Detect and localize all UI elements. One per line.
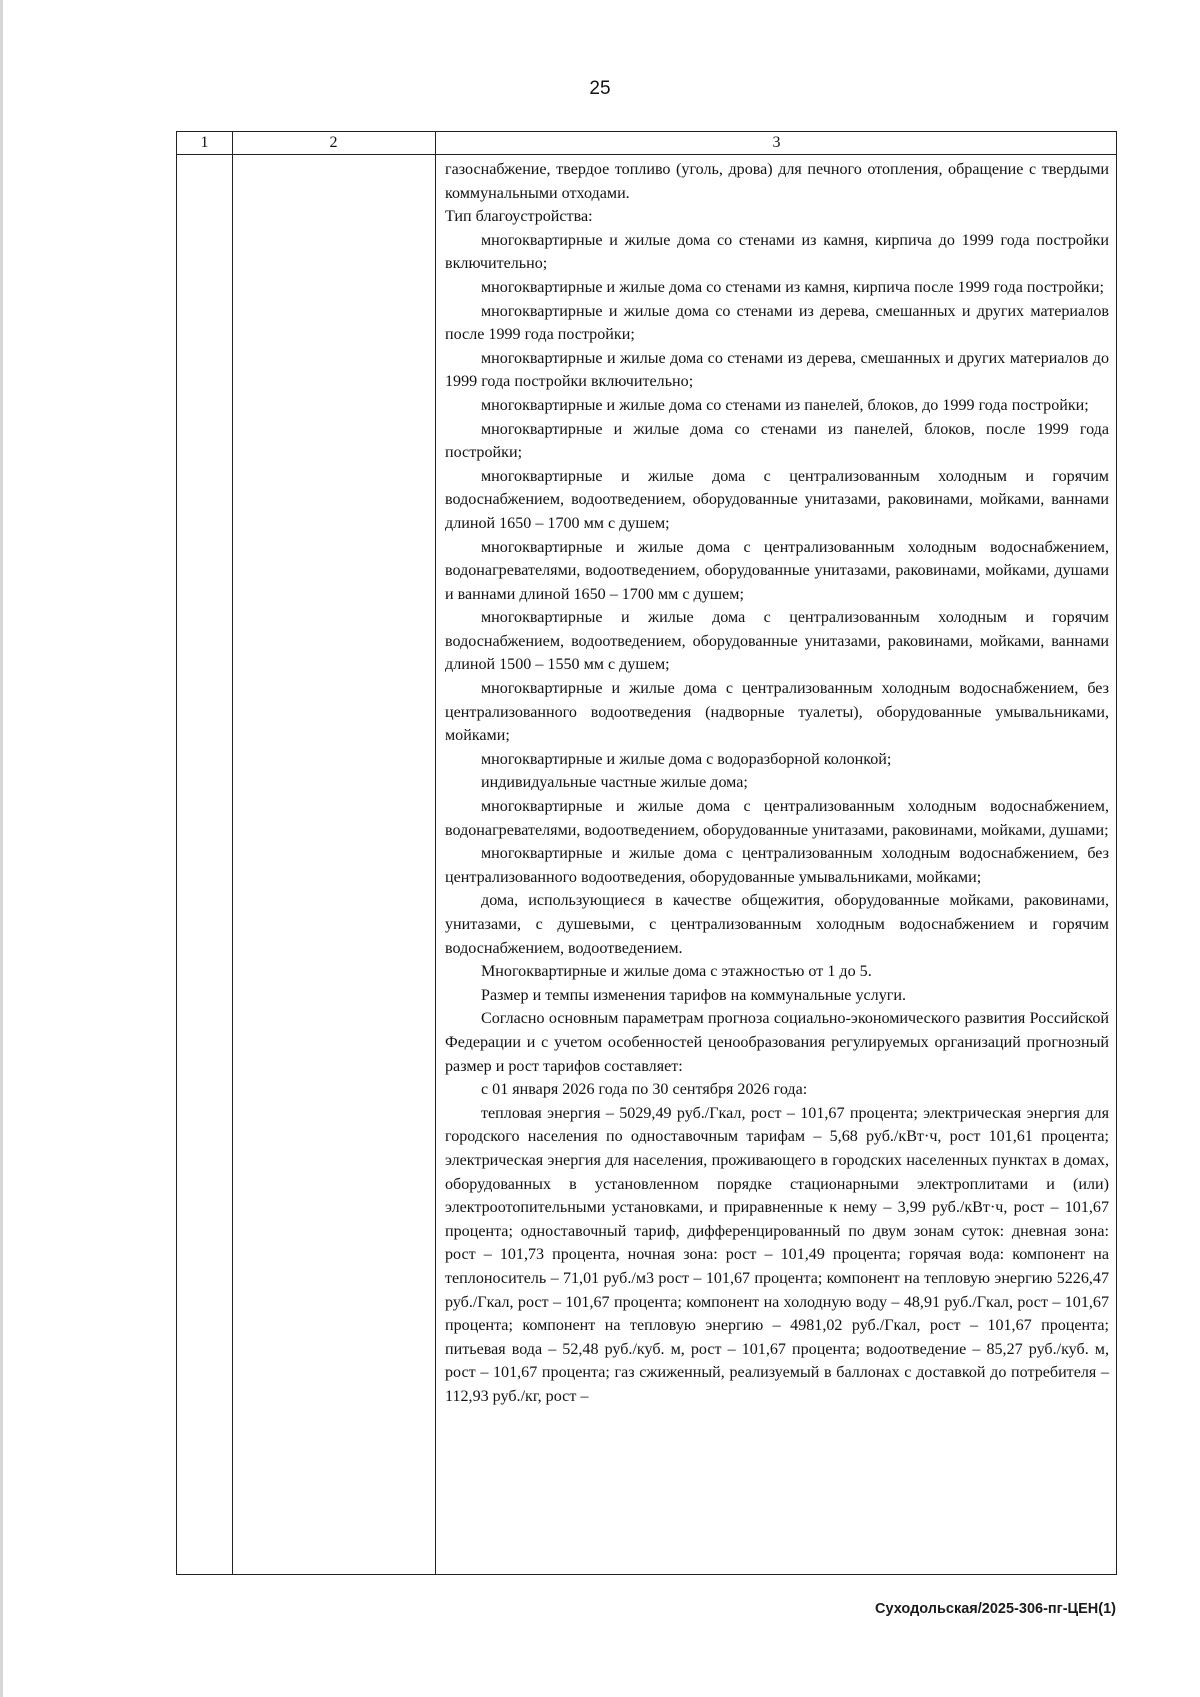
header-col-3: 3: [772, 134, 781, 151]
paragraph: с 01 января 2026 года по 30 сентября 2026 года:: [481, 1081, 808, 1099]
paragraph: многоквартирные и жилые дома с централизованным холодным водоснабжением, без централизованного водоотведения (надворные туалеты), оборудованные умывальниками, мойками;: [445, 680, 1109, 745]
paragraph: многоквартирные и жилые дома со стенами из камня, кирпича после 1999 года постройки;: [481, 278, 1104, 296]
paragraph: многоквартирные и жилые дома с централизованным холодным водоснабжением, водонагревателями, водоотведением, оборудованные унитазами, раковинами, мойками, душами и ваннами длиной 1650 – 1700 мм с душем;: [445, 538, 1109, 603]
document-code: Суходольская/2025-306-пг-ЦЕН(1): [875, 1601, 1116, 1617]
paragraph: многоквартирные и жилые дома со стенами из панелей, блоков, после 1999 года постройки;: [445, 420, 1109, 462]
document-table: [176, 131, 1117, 1575]
column-divider-1: [232, 132, 233, 1574]
paragraph: дома, использующиеся в качестве общежития, оборудованные мойками, раковинами, унитазами, с душевыми, с централизованным холодным водоснабжением и горячим водоснабжением, водоотведением.: [445, 892, 1109, 957]
paragraph: тепловая энергия – 5029,49 руб./Гкал, рост – 101,67 процента; электрическая энергия для городского населения по одноставочным тарифам – 5,68 руб./кВт·ч, рост 101,61 процента; электрическая энергия для населения, проживающего в городских населенных пунктах в домах, оборудованных в установленном порядке стационарными электроплитами и (или) электроотопительными установками, и приравненные к нему – 3,99 руб./кВт·ч, рост – 101,67 процента; одноставочный тариф, дифференцированный по двум зонам суток: дневная зона: рост – 101,73 процента, ночная зона: рост – 101,49 процента; горячая вода: компонент на теплоноситель – 71,01 руб./м3 рост – 101,67 процента; компонент на тепловую энергию 5226,47 руб./Гкал, рост – 101,67 процента; компонент на холодную воду – 48,91 руб./Гкал, рост – 101,67 процента; компонент на тепловую энергию – 4981,02 руб./Гкал, рост – 101,67 процента; питьевая вода – 52,48 руб./куб. м, рост – 101,67 процента; водоотведение – 85,27 руб./куб. м, рост – 101,67 процента; газ сжиженный, реализуемый в баллонах с доставкой до потребителя – 112,93 руб./кг, рост –: [445, 1104, 1109, 1405]
scan-edge: [0, 0, 3, 1697]
paragraph: Многоквартирные и жилые дома с этажностью от 1 до 5.: [481, 963, 872, 981]
paragraph: многоквартирные и жилые дома со стенами из панелей, блоков, до 1999 года постройки;: [481, 396, 1089, 414]
paragraph: газоснабжение, твердое топливо (уголь, дрова) для печного отопления, обращение с твердыми коммунальными отходами.: [445, 161, 1109, 202]
table-header-row: [177, 132, 1116, 155]
header-col-2: 2: [329, 134, 338, 151]
page-number: 25: [589, 78, 611, 99]
paragraph: многоквартирные и жилые дома с централизованным холодным и горячим водоснабжением, водоотведением, оборудованные унитазами, раковинами, мойками, ваннами длиной 1500 – 1550 мм с душем;: [445, 609, 1109, 674]
paragraph: многоквартирные и жилые дома со стенами из дерева, смешанных и других материалов до 1999 года постройки включительно;: [445, 349, 1109, 391]
paragraph: индивидуальные частные жилые дома;: [481, 774, 748, 792]
paragraph: многоквартирные и жилые дома с централизованным холодным водоснабжением, без централизованного водоотведения, оборудованные умывальниками, мойками;: [445, 845, 1109, 886]
header-col-1: 1: [200, 134, 209, 151]
section-heading: Тип благоустройства:: [445, 208, 593, 226]
paragraph: Размер и темпы изменения тарифов на коммунальные услуги.: [481, 986, 906, 1004]
paragraph: многоквартирные и жилые дома с централизованным холодным и горячим водоснабжением, водоотведением, оборудованные унитазами, раковинами, мойками, ваннами длиной 1650 – 1700 мм с душем;: [445, 467, 1109, 532]
column-3-content: [445, 158, 1109, 1408]
paragraph: многоквартирные и жилые дома со стенами из камня, кирпича до 1999 года постройки включительно;: [445, 231, 1109, 273]
paragraph: многоквартирные и жилые дома с централизованным холодным водоснабжением, водонагревателями, водоотведением, оборудованные унитазами, раковинами, мойками, душами;: [445, 798, 1109, 839]
paragraph: многоквартирные и жилые дома со стенами из дерева, смешанных и других материалов после 1999 года постройки;: [445, 302, 1109, 344]
column-divider-2: [435, 132, 436, 1574]
paragraph: многоквартирные и жилые дома с водоразборной колонкой;: [481, 750, 892, 768]
paragraph: Согласно основным параметрам прогноза социально-экономического развития Российской Федерации и с учетом особенностей ценообразования регулируемых организаций прогнозный размер и рост тарифов составляет:: [445, 1010, 1109, 1075]
